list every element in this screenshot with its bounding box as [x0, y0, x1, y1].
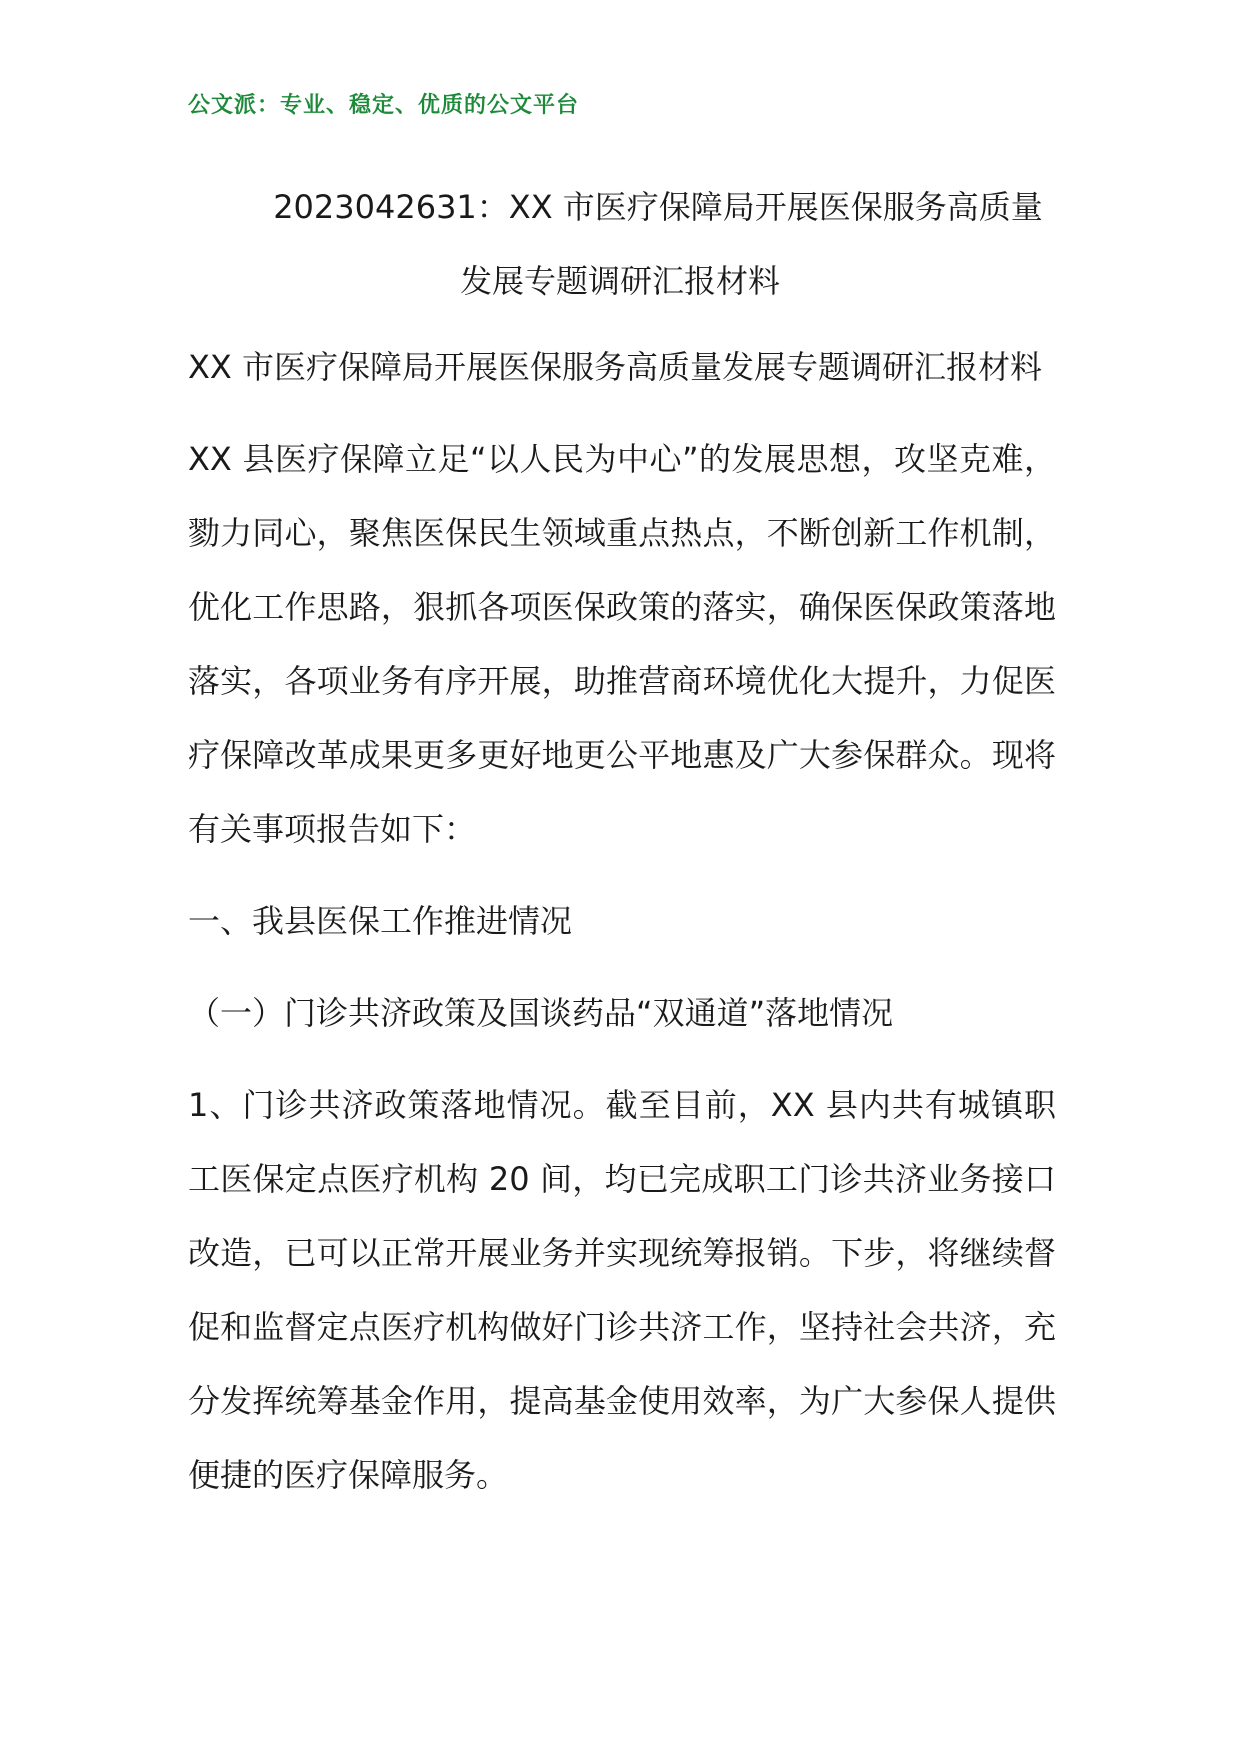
subsection-heading: （一）门诊共济政策及国谈药品“双通道”落地情况 [188, 994, 894, 1032]
subtitle-paragraph: XX 市医疗保障局开展医保服务高质量发展专题调研汇报材料 [188, 348, 1043, 386]
document-title: 2023042631：XX 市医疗保障局开展医保服务高质量发展专题调研汇报材料 [273, 188, 1043, 300]
header-banner: 公文派：专业、稳定、优质的公文平台 [188, 93, 580, 118]
content-paragraph: 1、门诊共济政策落地情况。截至目前，XX 县内共有城镇职工医保定点医疗机构 20 间，均已完成职工门诊共济业务接口改造，已可以正常开展业务并实现统筹报销。下步，将继续督促和监督定点医疗机构做好门诊共济工作，坚持社会共济，充分发挥统筹基金作用，提高基金使用效率，为广大参保人提供便捷的医疗保障服务。 [188, 1086, 1056, 1494]
document-body [188, 330, 1056, 1530]
section-heading: 一、我县医保工作推进情况 [188, 902, 573, 940]
intro-paragraph: XX 县医疗保障立足“以人民为中心”的发展思想，攻坚克难，勠力同心，聚焦医保民生领域重点热点，不断创新工作机制，优化工作思路，狠抓各项医保政策的落实，确保医保政策落地落实，各项业务有序开展，助推营商环境优化大提升，力促医疗保障改革成果更多更好地更公平地惠及广大参保群众。现将有关事项报告如下： [188, 440, 1056, 848]
